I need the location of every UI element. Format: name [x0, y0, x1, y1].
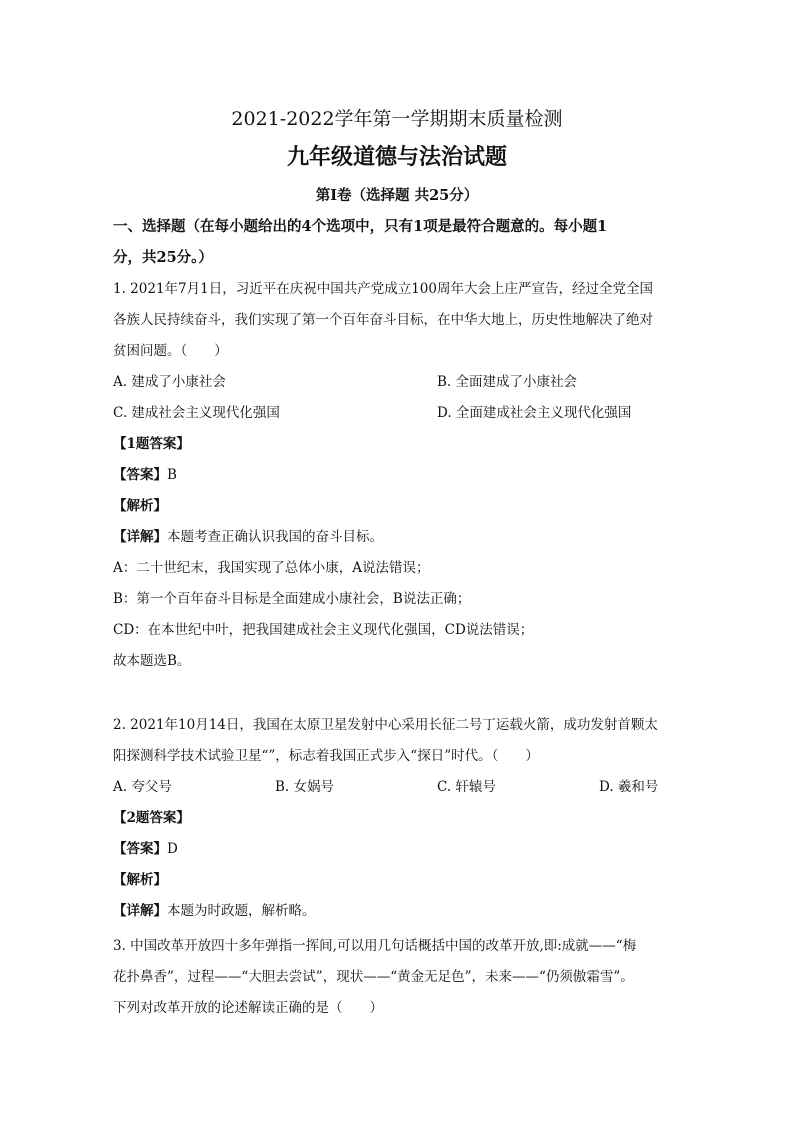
exam-title: 2021-2022学年第一学期期末质量检测	[231, 108, 563, 130]
q1-explain-a: A：二十世纪末，我国实现了总体小康，A说法错误；	[113, 560, 430, 576]
q1-answer-line	[113, 465, 177, 485]
q1-option-d: D. 全面建成社会主义现代化强国	[437, 405, 632, 421]
q1-stem-line-1: 1. 2021年7月1日，习近平在庆祝中国共产党成立100周年大会上庄严宣告，经过全党全国	[113, 281, 653, 297]
q2-stem-line-1: 2. 2021年10月14日，我国在太原卫星发射中心采用长征二号丁运载火箭，成功发射首颗太	[113, 717, 658, 733]
q1-analysis-tag: 【解析】	[113, 498, 167, 514]
q1-stem-line-3: 贫困问题。（ ）	[113, 343, 228, 359]
q3-stem-line-1: 3. 中国改革开放四十多年弹指一挥间,可以用几句话概括中国的改革开放,即:成就——“梅	[113, 938, 637, 954]
q2-answer-header: 【2题答案】	[113, 810, 190, 826]
q2-detail-line	[113, 901, 316, 921]
volume-title: 第Ⅰ卷（选择题 共25分）	[315, 187, 479, 204]
q1-answer-header: 【1题答案】	[113, 436, 190, 452]
q1-explain-b: B：第一个百年奋斗目标是全面建成小康社会，B说法正确；	[113, 591, 471, 607]
q2-option-c: C. 轩辕号	[437, 779, 496, 795]
q2-stem-line-2: 阳探测科学技术试验卫星“”，标志着我国正式步入“探日”时代。（ ）	[113, 748, 539, 764]
q2-analysis-tag: 【解析】	[113, 872, 167, 888]
q3-stem-line-2: 花扑鼻香”，过程——“大胆去尝试”，现状——“黄金无足色”，未来——“仍须傲霜雪”。	[113, 969, 634, 985]
q2-option-b: B. 女娲号	[275, 779, 335, 795]
detail-tag: 【详解】	[113, 903, 167, 919]
q2-option-d: D. 羲和号	[599, 779, 659, 795]
q2-detail-text: 本题为时政题，解析略。	[167, 903, 316, 919]
q1-option-a: A. 建成了小康社会	[113, 374, 226, 390]
q1-answer-value: B	[167, 467, 177, 483]
q1-detail-line	[113, 527, 383, 547]
answer-tag: 【答案】	[113, 467, 167, 483]
section-heading-line-1: 一、选择题（在每小题给出的4个选项中，只有1项是最符合题意的。每小题1	[113, 218, 608, 235]
answer-tag: 【答案】	[113, 841, 167, 857]
q2-answer-line	[113, 839, 178, 859]
q2-answer-value: D	[167, 841, 178, 857]
q1-conclusion: 故本题选B。	[113, 653, 191, 669]
section-heading-line-2: 分，共25分。）	[113, 249, 213, 266]
detail-tag: 【详解】	[113, 529, 167, 545]
subject-title: 九年级道德与法治试题	[286, 144, 507, 170]
q3-stem-line-3: 下列对改革开放的论述解读正确的是（ ）	[113, 1000, 383, 1016]
q1-detail-text: 本题考查正确认识我国的奋斗目标。	[167, 529, 383, 545]
q1-option-b: B. 全面建成了小康社会	[437, 374, 578, 390]
q1-option-c: C. 建成社会主义现代化强国	[113, 405, 280, 421]
q1-stem-line-2: 各族人民持续奋斗，我们实现了第一个百年奋斗目标，在中华大地上，历史性地解决了绝对	[113, 312, 653, 328]
q1-explain-cd: CD：在本世纪中叶，把我国建成社会主义现代化强国，CD说法错误；	[113, 622, 534, 638]
q2-option-a: A. 夸父号	[113, 779, 172, 795]
